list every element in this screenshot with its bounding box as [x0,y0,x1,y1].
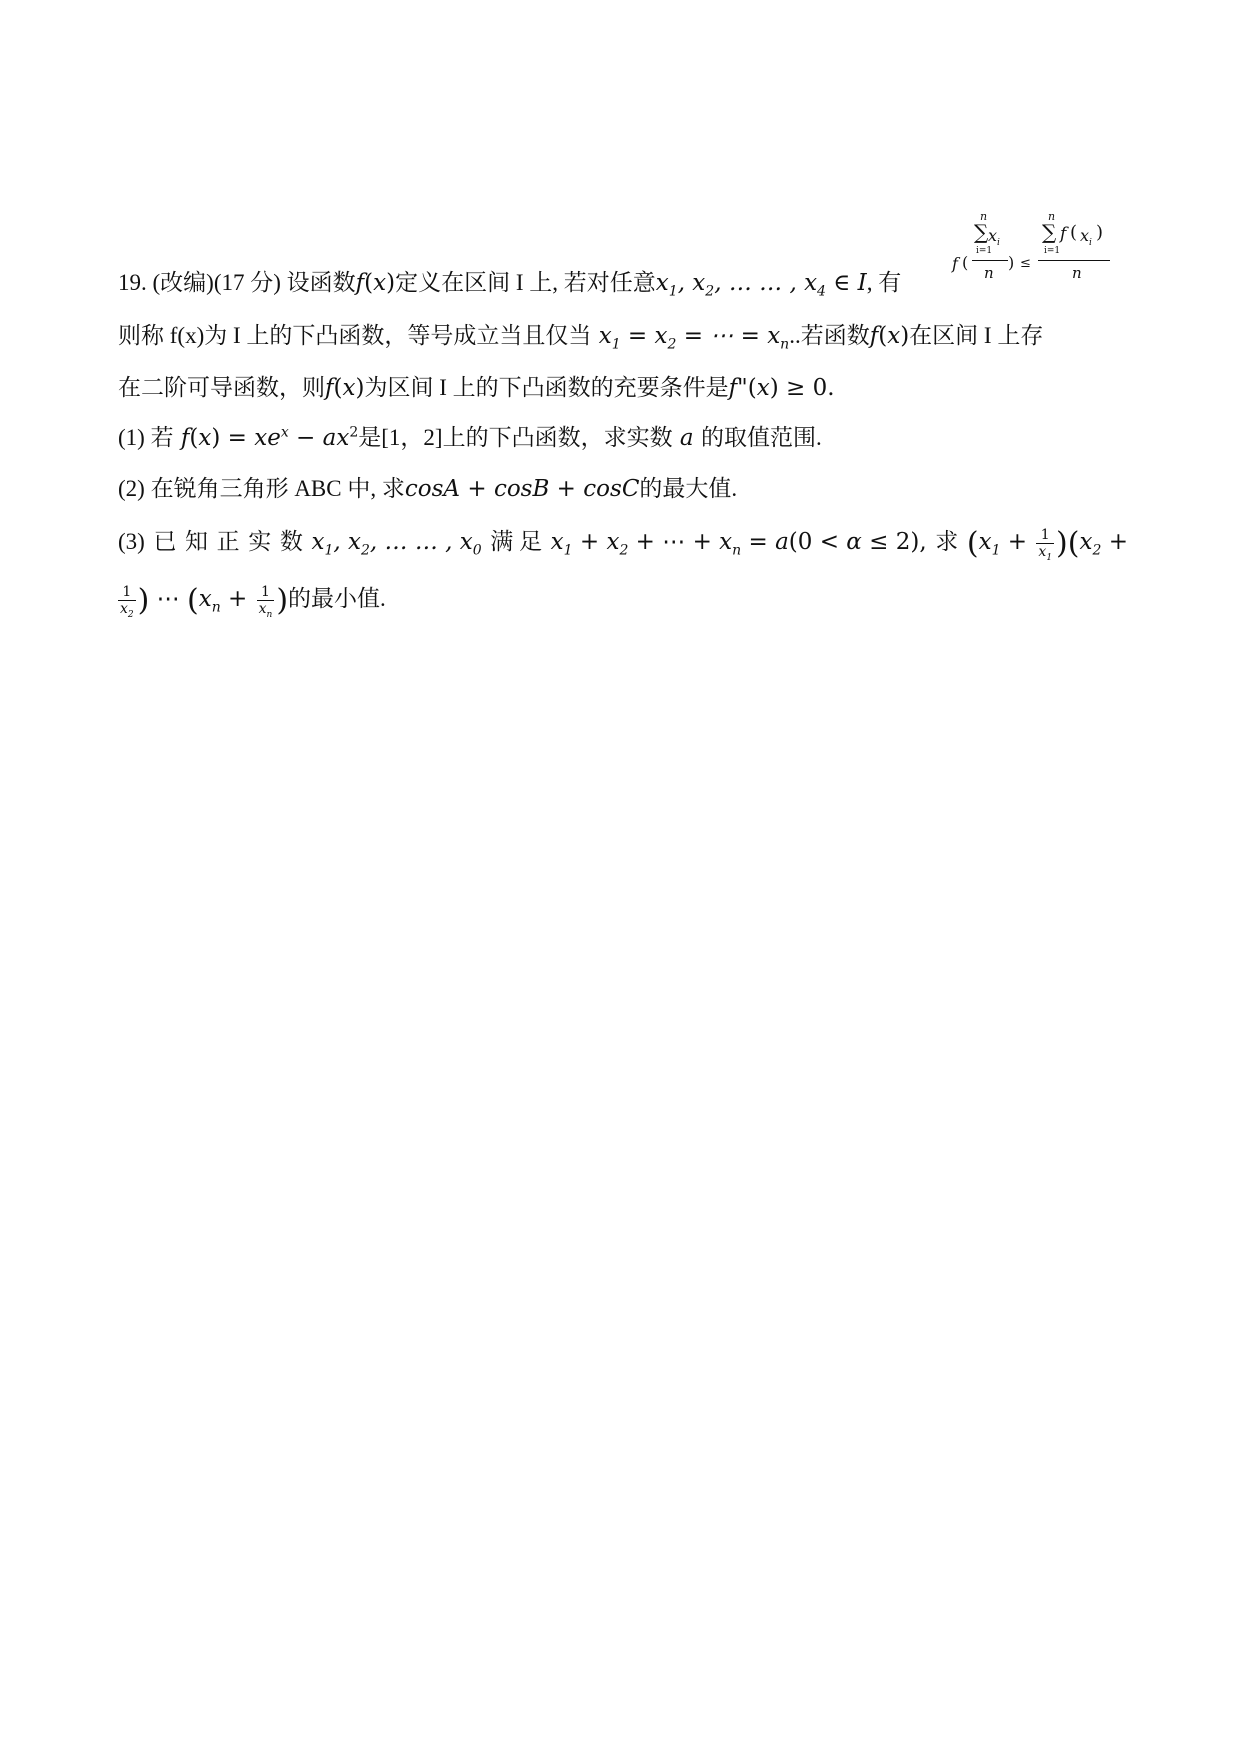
definition-text: 定义在区间 I 上, 若对任意 [395,270,656,295]
math-equality-condition: $x_1 = x_2$ = ⋯ = $x_n$ [591,323,790,353]
condition-text: 在二阶可导函数，则 [118,375,325,400]
problem-intro-text: 19. (改编)(17 分) 设函数 [118,270,356,295]
math-a: a [672,425,701,451]
part-1-text: 是[1，2]上的下凸函数，求实数 [358,425,673,450]
convex-definition-text: 则称 f(x)为 I 上的下凸函数，等号成立当且仅当 [118,323,592,348]
part-1-end: 的取值范围. [700,425,822,450]
math-second-derivative: f [728,375,738,401]
part-3-word-4: 实 [248,529,272,554]
math-product-end: $\frac{1}{x_2}$ ) ⋯ ($x_n$ + $\frac{1}{x_n}$ ) [120,583,289,621]
necessary-sufficient-text: 为区间 I 上的下凸函数的充要条件是 [364,375,729,400]
math-cos-sum: cosA [404,476,461,502]
part-3-line-1 [118,526,1128,564]
part-3-label: (3) [118,529,145,554]
part-2: (2) 在锐角三角形 ABC 中, 求cosA + cosB + cosC的最大值. [118,476,738,502]
part-3-end: 的最小值. [288,586,386,611]
problem-line-3: 在二阶可导函数，则f(x)为区间 I 上的下凸函数的充要条件是f"(x) ≥ 0. [118,375,835,401]
part-3-word-1: 已 [153,529,177,554]
second-derivative-intro: 若函数 [800,323,870,348]
math-function-definition: f [173,425,190,451]
math-variable-list: $x_1$, $x_2$, … … , $x_4$ ∈ I [655,270,867,300]
jensen-inequality-formula: n ∑ $x_i$ i=1 f ( n ) ≤ n ∑ f ( $x_i$ ) i=1 n [950,216,1130,296]
math-sum-condition: $x_1 + x_2$ + ⋯ + $x_n = a(0 < \alpha \le 2)$, [550,529,927,559]
problem-line-2: 则称 f(x)为 I 上的下凸函数，等号成立当且仅当 $x_1 = x_2$ = ⋯ = $x_n$..若函数f(x)在区间 I 上存 [118,323,1044,353]
part-3-satisfy: 满 足 [490,529,543,554]
part-3-word-2: 知 [185,529,209,554]
part-1-label: (1) 若 [118,425,174,450]
part-3-line-2 [118,583,1128,621]
interval-text: 在区间 I 上存 [909,323,1044,348]
you-text: 有 [878,270,902,295]
part-1: (1) 若 $f(x) = xe^x - ax^2$是[1，2]上的下凸函数，求实数 a 的取值范围. [118,424,822,451]
problem-line-1: 19. (改编)(17 分) 设函数f(x)定义在区间 I 上, 若对任意$x_1$, $x_2$, … … , $x_4$ ∈ I, 有 [118,270,902,300]
math-fx: f [355,270,365,296]
math-product-start: ($x_1$ + $\frac{1}{x_1}$ )($x_2$ + [966,526,1128,564]
part-2-text: (2) 在锐角三角形 ABC 中, 求 [118,476,405,501]
part-3-word-5: 数 [279,529,303,554]
part-2-end: 的最大值. [639,476,738,501]
part-3-word-3: 正 [216,529,240,554]
part-3-find: 求 [935,529,959,554]
math-positive-reals: $x_1$, $x_2$, … … , $x_0$ [311,529,482,559]
